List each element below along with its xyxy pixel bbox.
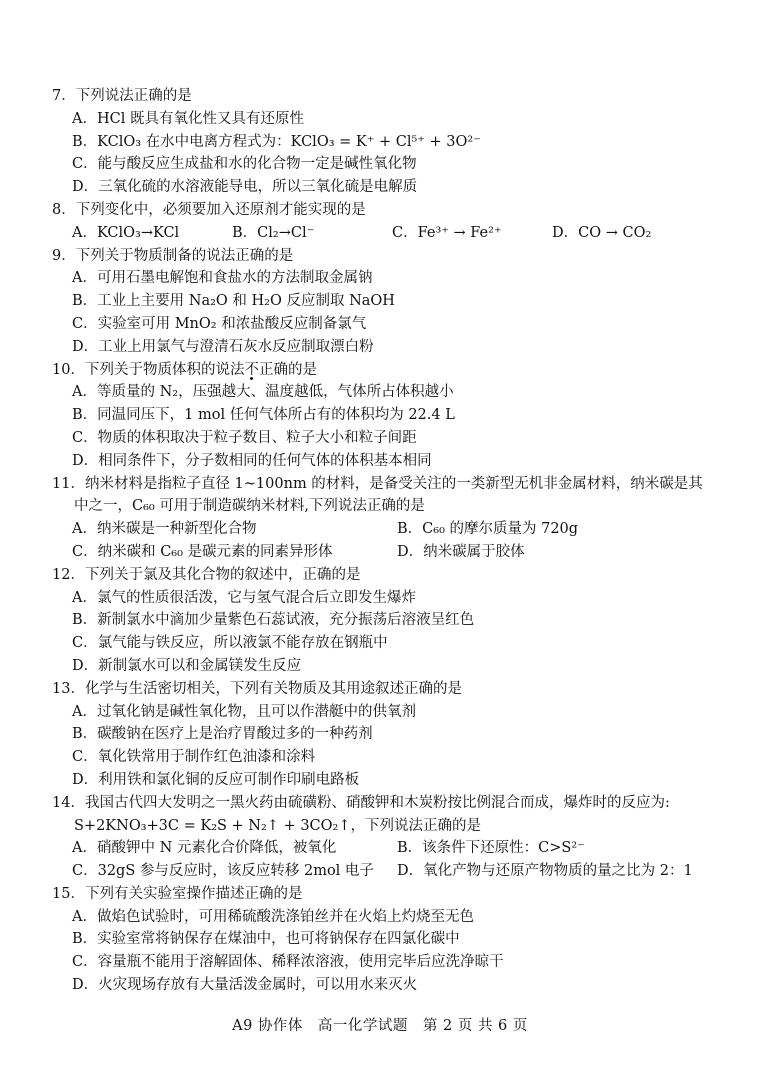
option-row [52, 860, 722, 883]
question-stem: 15．下列有关实验室操作描述正确的是 [52, 885, 303, 902]
question-stem: 14．我国古代四大发明之一黑火药由硫磺粉、硝酸钾和木炭粉按比例混合而成，爆炸时的反应为: [52, 794, 670, 811]
option: C．实验室可用 MnO₂ 和浓盐酸反应制备氯气 [72, 315, 367, 332]
option: A．硝酸钾中 N 元素化合价降低，被氧化 [72, 840, 337, 857]
option: B．实验室常将钠保存在煤油中，也可将钠保存在四氯化碳中 [72, 931, 460, 948]
option: D．工业上用氯气与澄清石灰水反应制取漂白粉 [72, 338, 374, 355]
option: A．氯气的性质很活泼，它与氢气混合后立即发生爆炸 [72, 589, 416, 606]
option: D．相同条件下，分子数相同的任何气体的体积基本相同 [72, 452, 432, 469]
question-stem: 7．下列说法正确的是 [52, 88, 192, 104]
option: A．过氧化钠是碱性氧化物，且可以作潜艇中的供氧剂 [72, 703, 416, 720]
page-footer: A9 协作体 高一化学试题 第 2 页 共 6 页 [232, 1018, 528, 1034]
option: C．Fe³⁺ → Fe²⁺ [392, 224, 502, 241]
question-stem [52, 359, 722, 382]
option: B．碳酸钠在医疗上是治疗胃酸过多的一种药剂 [72, 726, 373, 743]
option: B．新制氯水中滴加少量紫色石蕊试液，充分振荡后溶液呈红色 [72, 612, 475, 629]
option: C．容量瓶不能用于溶解固体、稀释浓溶液，使用完毕后应洗净晾干 [72, 954, 504, 971]
stem-text: 正确的是 [258, 361, 317, 378]
option: C．32gS 参与反应时，该反应转移 2mol 电子 [72, 863, 374, 880]
question-stem: 8．下列变化中，必须要加入还原剂才能实现的是 [52, 201, 366, 218]
option-row [52, 222, 722, 245]
stem-text: 10．下列关于物质体积的说法 [52, 361, 245, 378]
option-row [52, 518, 722, 541]
option: A．等质量的 N₂，压强越大、温度越低，气体所占体积越小 [72, 384, 454, 401]
option: D．三氧化硫的水溶液能导电，所以三氧化硫是电解质 [72, 179, 418, 196]
option-row [52, 541, 722, 564]
question-stem-continued: S+2KNO₃+3C = K₂S + N₂↑ + 3CO₂↑，下列说法正确的是 [74, 817, 481, 834]
option: A．纳米碳是一种新型化合物 [72, 521, 257, 538]
question-stem: 12．下列关于氯及其化合物的叙述中，正确的是 [52, 566, 361, 583]
option: B．KClO₃ 在水中电离方程式为：KClO₃ = K⁺ + Cl⁵⁺ + 3O²⁻ [72, 133, 481, 150]
option: C．氯气能与铁反应，所以液氯不能存放在钢瓶中 [72, 635, 388, 652]
option: A．HCl 既具有氧化性又具有还原性 [72, 110, 304, 127]
option: B．C₆₀ 的摩尔质量为 720g [397, 521, 579, 538]
option: A．做焰色试验时，可用稀硫酸洗涤铂丝并在火焰上灼烧至无色 [72, 908, 474, 925]
question-stem: 13．化学与生活密切相关，下列有关物质及其用途叙述正确的是 [52, 680, 462, 697]
option: C．纳米碳和 C₆₀ 是碳元素的同素异形体 [72, 543, 333, 560]
option: D．氧化产物与还原产物物质的量之比为 2：1 [397, 863, 693, 880]
option: B．Cl₂→Cl⁻ [232, 224, 315, 241]
emphasis-dot-text: 不 [244, 359, 259, 382]
option: D．CO → CO₂ [552, 224, 652, 241]
option: C．能与酸反应生成盐和水的化合物一定是碱性氧化物 [72, 156, 417, 173]
option: D．新制氯水可以和金属镁发生反应 [72, 657, 302, 674]
option: B．该条件下还原性：C>S²⁻ [397, 840, 585, 857]
question-list [52, 85, 722, 997]
option: A．可用石墨电解饱和食盐水的方法制取金属钠 [72, 270, 373, 287]
option: D．纳米碳属于胶体 [397, 543, 525, 560]
option: B．工业上主要用 Na₂O 和 H₂O 反应制取 NaOH [72, 293, 395, 310]
question-stem-continued: 中之一，C₆₀ 可用于制造碳纳米材料,下列说法正确的是 [74, 498, 425, 515]
option: C．氧化铁常用于制作红色油漆和涂料 [72, 749, 316, 766]
option: A．KClO₃→KCl [72, 224, 180, 241]
option: D．火灾现场存放有大量活泼金属时，可以用水来灭火 [72, 977, 418, 994]
question-stem: 11．纳米材料是指粒子直径 1~100nm 的材料，是备受关注的一类新型无机非金属材料，纳米碳是其 [52, 475, 703, 492]
option-row [52, 837, 722, 860]
option: B．同温同压下，1 mol 任何气体所占有的体积均为 22.4 L [72, 407, 455, 424]
question-stem: 9．下列关于物质制备的说法正确的是 [52, 247, 294, 264]
option: C．物质的体积取决于粒子数目、粒子大小和粒子间距 [72, 429, 417, 446]
option: D．利用铁和氯化铜的反应可制作印刷电路板 [72, 771, 360, 788]
